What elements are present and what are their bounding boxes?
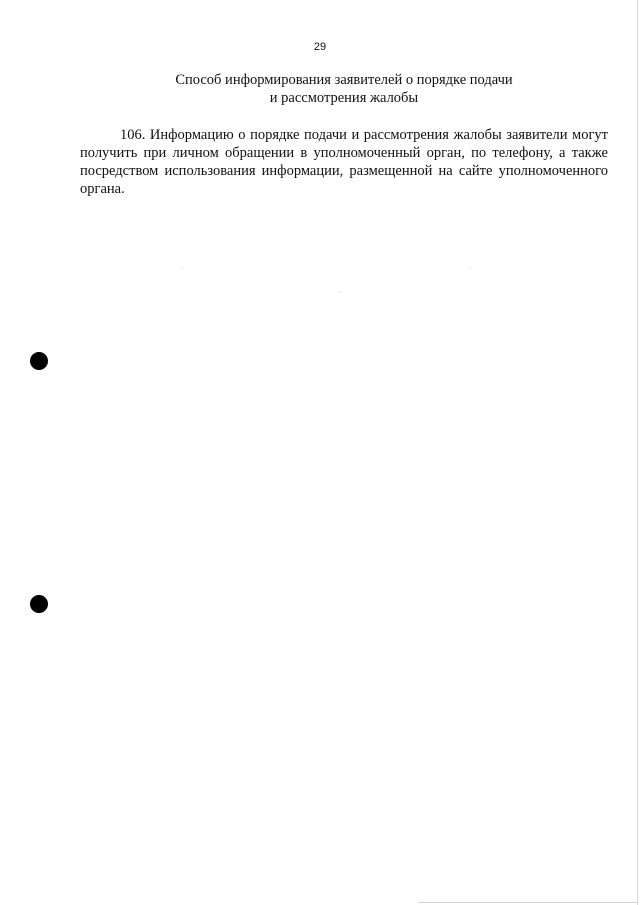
scan-speck	[470, 268, 471, 269]
scan-edge-right	[637, 0, 638, 905]
scan-speck	[340, 292, 341, 293]
scan-speck	[182, 268, 183, 269]
page-number: 29	[313, 41, 327, 53]
binder-hole-bottom	[30, 595, 48, 613]
binder-hole-top	[30, 352, 48, 370]
section-title-line-1: Способ информирования заявителей о порядке подачи	[175, 72, 513, 88]
section-heading	[80, 71, 608, 107]
paragraph-106: 106. Информацию о порядке подачи и рассмотрения жалобы заявители могут получить при личном обращении в уполномоченный орган, по телефону, а также посредством использования информации, размещенной на сайте уполномоченного органа.	[80, 127, 608, 197]
section-title-line-2: и рассмотрения жалобы	[269, 90, 419, 106]
scan-edge-bottom	[418, 902, 638, 903]
